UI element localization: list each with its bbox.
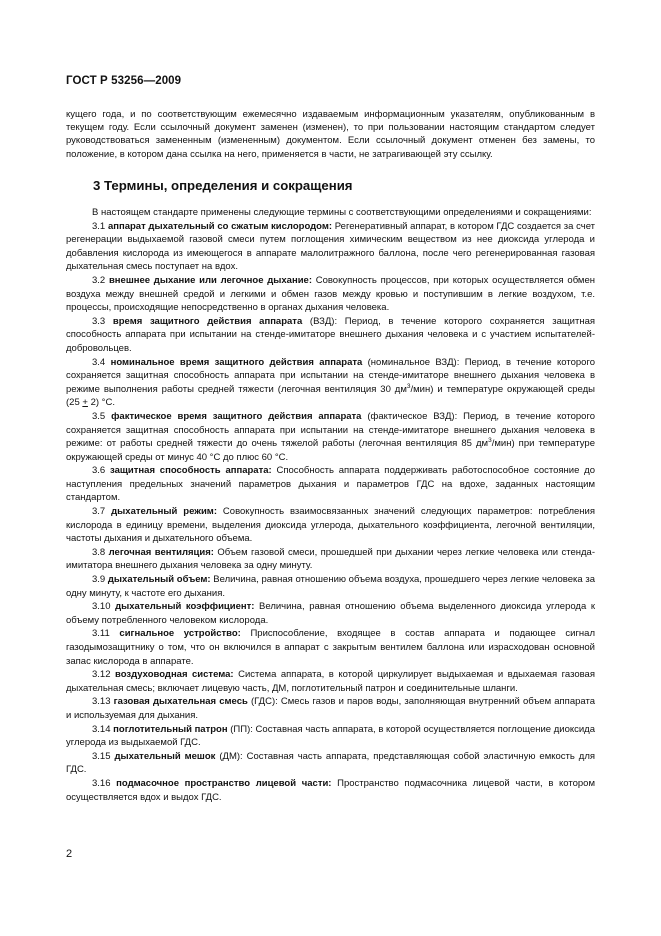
term-number: 3.2 xyxy=(92,274,106,286)
term-name: аппарат дыхательный со сжатым кислородом: xyxy=(107,220,333,232)
term-definition: (фактическое ВЗД): Период, в течение которого сохраняется защитная способность аппарата при испытании на стенде-имитаторе внешнего дыхания человека в режиме: от работы средней тяжести до очень тяжелой работы (легочная вентиляция 85 дм xyxy=(66,410,596,450)
term-number: 3.14 xyxy=(92,723,111,735)
term-definition: Объем газовой смеси, прошедшей при дыхании через легкие человека или стенда-имитатора внешнего дыхания человека за одну минуту. xyxy=(66,546,595,572)
term-name: защитная способность аппарата: xyxy=(110,465,272,477)
document-code: ГОСТ Р 53256—2009 xyxy=(66,75,182,87)
term-definition: (ГДС): Смесь газов и паров воды, заполняющая внутренний объем аппарата и используемая для дыхания. xyxy=(66,696,595,721)
term-number: 3.4 xyxy=(92,356,106,368)
term-definition: Приспособление, входящее в состав аппарата и подающее сигнал газодымозащитнику о том, что он включился в аппарат с закрытым вентилем баллона или израсходован основной запас кислорода в аппарате. xyxy=(66,628,596,667)
term-entry xyxy=(66,777,595,804)
term-definition: Совокупность процессов, при которых осуществляется обмен воздуха между внешней средой и легкими и обмен газов между кровью и поступившим в легкие воздухом, т.е. процессы, происходящие непосредственно в органах дыхания человека. xyxy=(66,274,595,314)
term-entry xyxy=(66,627,595,668)
term-entry xyxy=(66,274,595,315)
term-definition: (номинальное ВЗД): Период, в течение которого сохраняется защитная способность аппарата при испытании на стенде-имитаторе внешнего дыхания человека в режиме выполнения работы средней тяжести (легочная вентиляция 30 дм xyxy=(66,356,596,395)
term-number: 3.3 xyxy=(92,315,106,327)
term-number: 3.5 xyxy=(92,410,106,422)
superscript: 3 xyxy=(488,437,492,445)
term-name: время защитного действия аппарата xyxy=(112,315,303,327)
term-name: подмасочное пространство лицевой части: xyxy=(116,777,332,789)
term-entry xyxy=(66,505,595,546)
term-name: дыхательный мешок xyxy=(114,750,216,762)
term-name: фактическое время защитного действия аппарата xyxy=(111,410,362,422)
terms-body xyxy=(66,206,595,804)
term-number: 3.7 xyxy=(92,506,106,518)
term-name: внешнее дыхание или легочное дыхание: xyxy=(108,274,312,286)
term-number: 3.1 xyxy=(92,220,106,232)
term-name: воздуховодная система: xyxy=(115,669,234,681)
term-definition: Способность аппарата поддерживать работоспособное состояние до наступления предельных значений параметров дыхания и параметров ГДС на вдохе, заданных настоящим стандартом. xyxy=(66,465,595,504)
term-definition: Величина, равная отношению объема выделенного диоксида углерода к объему потребленного человеком кислорода. xyxy=(66,601,595,626)
term-number: 3.13 xyxy=(92,696,111,708)
term-entry xyxy=(66,546,595,573)
term-definition: Система аппарата, в которой циркулирует выдыхаемая и вдыхаемая газовая дыхательная смесь; включает лицевую часть, ДМ, поглотительный патрон и соединительные шланги. xyxy=(66,669,595,694)
term-entry xyxy=(66,668,595,695)
term-entry xyxy=(66,410,595,464)
term-definition: Регенеративный аппарат, в котором ГДС создается за счет регенерации выдыхаемой газовой смеси путем поглощения химическим веществом из нее диоксида углерода и добавления кислорода из имеющегося в аппарате малолитражного баллона, после чего регенерированная газовая дыхательная смесь поступает на вдох. xyxy=(66,220,596,273)
section-title: 3 Термины, определения и сокращения xyxy=(93,178,353,193)
term-name: дыхательный коэффициент: xyxy=(115,601,255,613)
term-definition: (ВЗД): Период, в течение которого сохраняется защитная способность аппарата при испытании на стенде-имитаторе внешнего дыхания человека и с участием испытателей-добровольцев. xyxy=(66,315,596,354)
term-definition-cont: /мин) при температуре окружающей среды от минус 40 °С до плюс 60 °С. xyxy=(66,438,595,463)
term-definition: Совокупность взаимосвязанных значений следующих параметров: потребления кислорода в единицу времени, выделения диоксида углерода, дыхательного коэффициента, легочной вентиляции, частоты дыхания и дыхательного объема. xyxy=(66,506,595,545)
term-number: 3.16 xyxy=(92,777,111,789)
term-entry xyxy=(66,695,595,722)
term-number: 3.11 xyxy=(92,628,110,640)
term-name: поглотительный патрон xyxy=(113,723,228,735)
term-entry xyxy=(66,220,595,274)
term-number: 3.10 xyxy=(92,601,111,613)
term-entry xyxy=(66,723,595,750)
superscript: 3 xyxy=(406,382,411,390)
term-entry xyxy=(66,356,595,410)
term-number: 3.6 xyxy=(92,465,106,477)
term-entry xyxy=(66,750,595,777)
term-name: номинальное время защитного действия аппарата xyxy=(110,356,363,368)
plus-minus-sign: + xyxy=(82,397,88,409)
term-entry xyxy=(66,600,595,627)
term-definition-cont: /мин) и температуре окружающей среды (25 xyxy=(66,383,595,409)
term-definition: Величина, равная отношению объема воздуха, прошедшего через легкие человека за одну минуту, к частоте его дыхания. xyxy=(66,574,595,599)
term-definition: (ПП): Составная часть аппарата, в которой осуществляется поглощение диоксида углерода из выдыхаемой ГДС. xyxy=(66,723,596,749)
intro-text: кущего года, и по соответствующим ежемесячно издаваемым информационным указателям, опубликованным в текущем году. Если ссылочный документ заменен (изменен), то при пользовании настоящим стандартом следует руководствоваться замененным (измененным) документом. Если ссылочный документ отменен без замены, то положение, в котором дана ссылка на него, применяется в части, не затрагивающей эту ссылку. xyxy=(66,109,595,160)
term-definition: Пространство подмасочника лицевой части, в котором осуществляется вдох и выдох ГДС. xyxy=(66,777,595,803)
term-entry xyxy=(66,573,595,600)
term-number: 3.8 xyxy=(92,546,106,558)
term-entry xyxy=(66,464,595,505)
term-number: 3.9 xyxy=(92,574,106,586)
term-definition-end: 2) °С. xyxy=(87,397,115,409)
term-number: 3.15 xyxy=(92,750,111,762)
term-name: сигнальное устройство: xyxy=(119,628,241,640)
term-name: дыхательный режим: xyxy=(111,506,218,518)
term-name: газовая дыхательная смесь xyxy=(113,696,248,708)
section-lead: В настоящем стандарте применены следующие термины с соответствующими определениями и сокращениями: xyxy=(92,207,592,218)
term-entry xyxy=(66,315,595,356)
page-number: 2 xyxy=(66,848,73,860)
intro-paragraph xyxy=(66,108,595,161)
term-definition: (ДМ): Составная часть аппарата, представляющая собой эластичную емкость для ГДС. xyxy=(66,750,596,776)
term-name: легочная вентиляция: xyxy=(108,546,214,558)
term-number: 3.12 xyxy=(92,669,111,681)
term-name: дыхательный объем: xyxy=(107,574,211,586)
